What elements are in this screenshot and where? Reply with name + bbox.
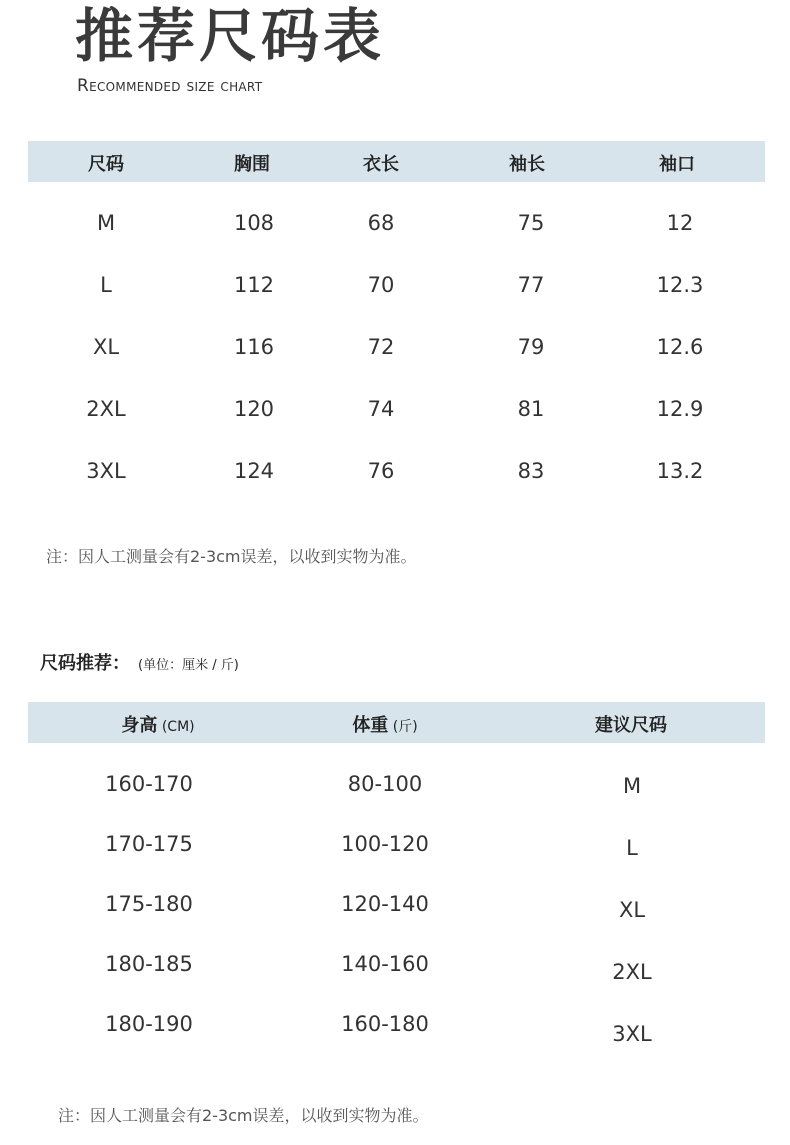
size-table-cell: 83 [517, 459, 545, 483]
recommend-table-cell: 3XL [612, 1022, 652, 1046]
size-table-cell: 79 [517, 335, 545, 359]
page-title: 推荐尺码表 [75, 2, 386, 70]
size-table-cell: 76 [367, 459, 395, 483]
size-table-cell: 13.2 [656, 459, 704, 483]
size-table-cell: 72 [367, 335, 395, 359]
recommend-table-header-cell [352, 711, 417, 737]
size-table-cell: 2XL [86, 397, 126, 421]
note-size-table: 注：因人工测量会有2-3cm误差，以收到实物为准。 [46, 547, 417, 566]
recommend-table-cell: L [626, 836, 638, 860]
recommend-table-cell: 175-180 [105, 892, 193, 916]
recommend-header-unit: (CM) [157, 719, 195, 735]
size-table-cell: 12.3 [656, 273, 704, 297]
recommend-header-unit: (斤) [388, 719, 418, 735]
size-table-cell: L [100, 273, 112, 297]
recommend-table-cell: 80-100 [347, 772, 423, 796]
recommend-table-cell: 160-180 [341, 1012, 429, 1036]
size-table-header-cell: 衣长 [363, 154, 399, 175]
recommend-unit: (单位：厘米 / 斤) [138, 658, 239, 673]
recommend-table-cell: 120-140 [341, 892, 429, 916]
size-table-cell: XL [92, 335, 120, 359]
size-table-header-cell: 袖口 [659, 154, 695, 175]
size-table-cell: 112 [233, 273, 275, 297]
size-table-cell: M [96, 211, 116, 235]
recommend-table-cell: 170-175 [105, 832, 193, 856]
size-table-header-cell: 尺码 [88, 154, 124, 175]
recommend-table-cell: 180-190 [105, 1012, 193, 1036]
size-table-cell: 75 [517, 211, 545, 235]
recommend-header-label: 建议尺码 [595, 715, 667, 736]
recommend-table-cell: M [622, 774, 642, 798]
size-table-cell: 124 [233, 459, 275, 483]
recommend-table-cell: 100-120 [341, 832, 429, 856]
recommend-table-cell: 160-170 [105, 772, 193, 796]
size-table-cell: 81 [517, 397, 545, 421]
recommend-table-header-cell [121, 711, 194, 737]
recommend-table-header-cell [595, 711, 667, 737]
recommend-header-label: 身高 [121, 715, 158, 736]
recommend-title-text: 尺码推荐： [40, 653, 130, 674]
size-table-header-cell: 袖长 [509, 154, 545, 175]
size-table-cell: 74 [367, 397, 395, 421]
page-subtitle: Recommended size chart [77, 76, 263, 96]
size-table-cell: 3XL [86, 459, 126, 483]
recommend-table-cell: 180-185 [105, 952, 193, 976]
size-table-cell: 77 [517, 273, 545, 297]
recommend-table-cell: XL [618, 898, 646, 922]
recommend-header-label: 体重 [352, 715, 389, 736]
size-table-cell: 12 [666, 211, 694, 235]
size-table-cell: 116 [233, 335, 275, 359]
size-table-cell: 108 [233, 211, 275, 235]
note-recommend-table: 注：因人工测量会有2-3cm误差，以收到实物为准。 [58, 1106, 429, 1125]
size-table-cell: 12.9 [656, 397, 704, 421]
size-table-cell: 120 [233, 397, 275, 421]
recommend-table-cell: 2XL [612, 960, 652, 984]
size-table-header-cell: 胸围 [234, 154, 270, 175]
recommend-title [40, 649, 239, 675]
size-table-cell: 12.6 [656, 335, 704, 359]
size-table-cell: 70 [367, 273, 395, 297]
recommend-table-cell: 140-160 [341, 952, 429, 976]
size-table-cell: 68 [367, 211, 395, 235]
